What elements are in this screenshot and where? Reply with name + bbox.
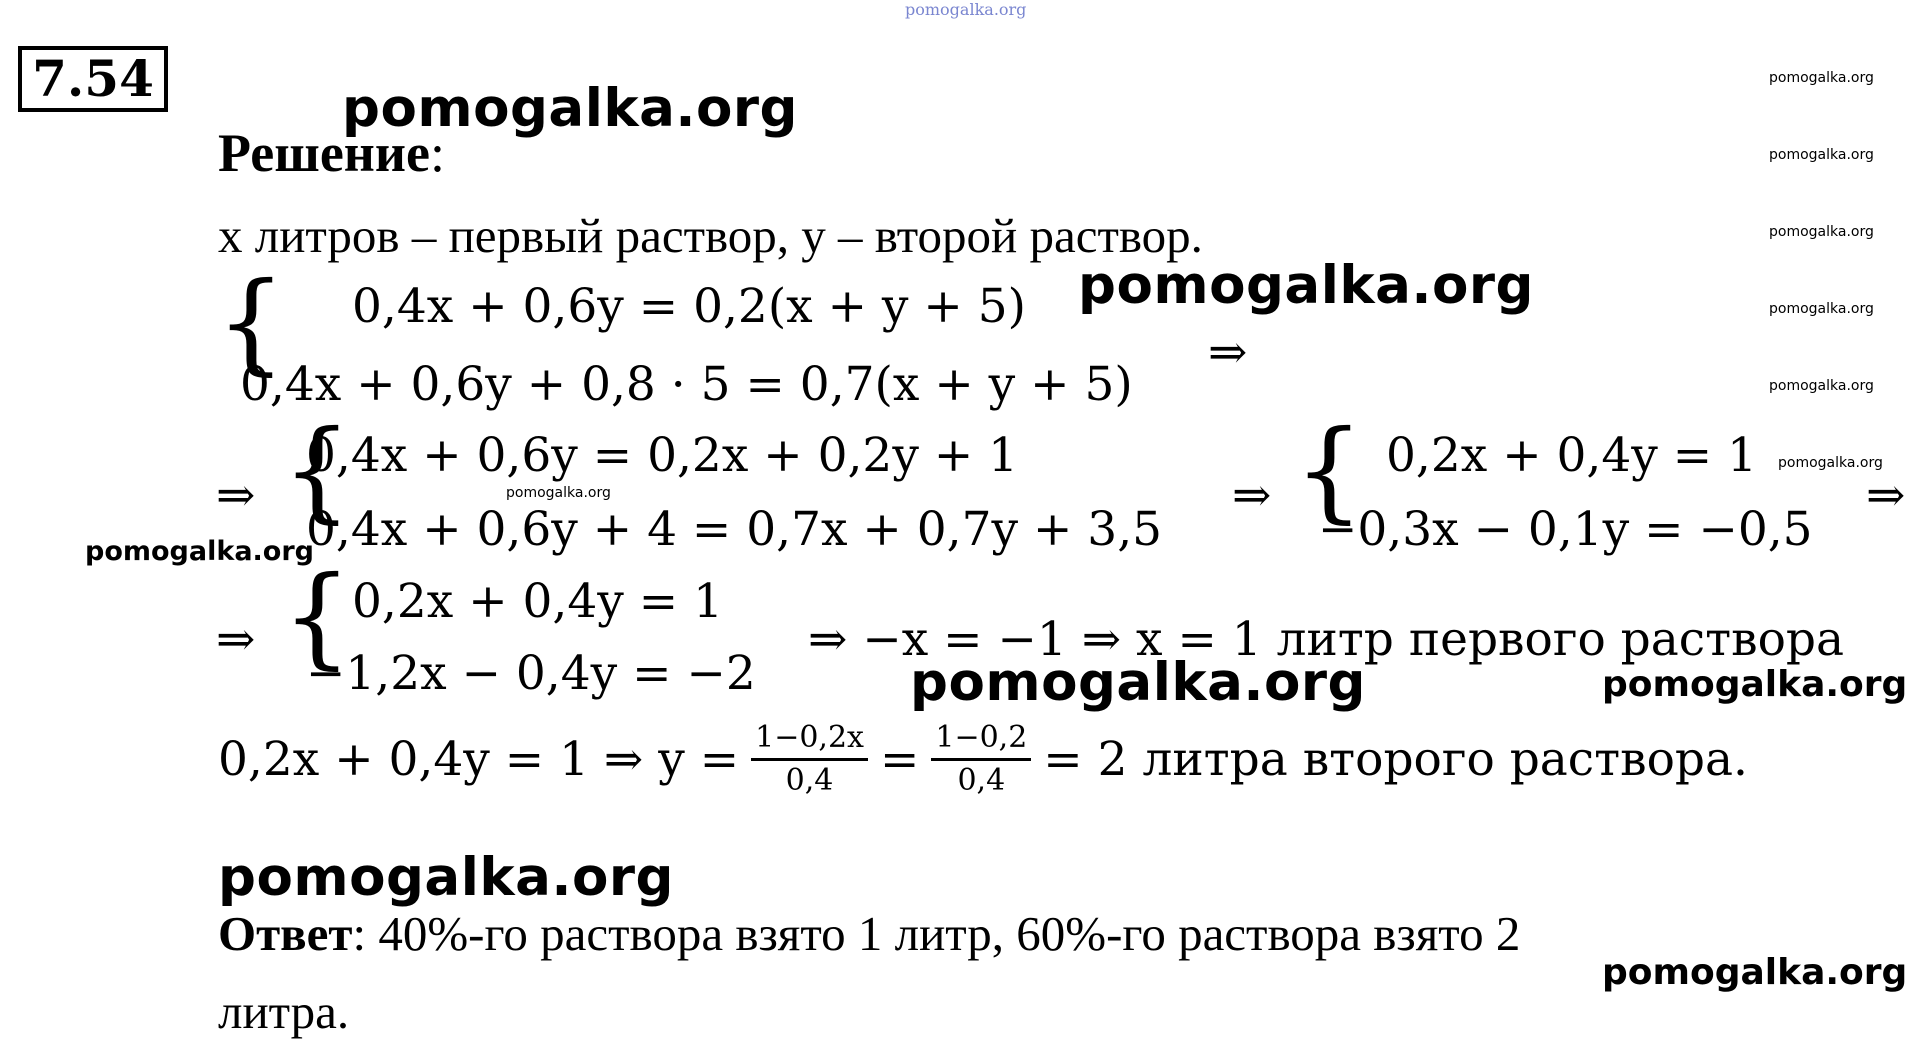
fraction-2-denominator: 0,4 (957, 763, 1006, 798)
final-suffix: = 2 литра второго раствора. (1043, 732, 1748, 787)
answer-line-2: литра. (218, 984, 350, 1039)
answer-colon: : (352, 906, 367, 961)
system3-eq2: −0,3x − 0,1y = −0,5 (1318, 502, 1813, 557)
intro-text: x литров – первый раствор, y – второй раствор. (218, 208, 1203, 263)
watermark-big-2: pomogalka.org (1078, 255, 1534, 316)
answer-line-1 (218, 905, 1520, 962)
watermark-side-5: pomogalka.org (1769, 378, 1874, 394)
system1-arrow: ⇒ (1208, 325, 1248, 380)
fraction-1-denominator: 0,4 (785, 763, 834, 798)
watermark-side-2: pomogalka.org (1769, 147, 1874, 163)
fraction-1 (751, 718, 868, 801)
watermark-med-1: pomogalka.org (1602, 664, 1908, 705)
watermark-big-1: pomogalka.org (342, 78, 798, 139)
system2-eq1: 0,4x + 0,6y = 0,2x + 0,2y + 1 (306, 428, 1019, 483)
final-line (218, 718, 1748, 801)
system4-eq2: −1,2x − 0,4y = −2 (306, 646, 756, 701)
final-equals: = (879, 732, 920, 787)
fraction-2 (931, 718, 1031, 801)
watermark-side-1: pomogalka.org (1769, 70, 1874, 86)
watermark-top: pomogalka.org (905, 0, 1027, 19)
problem-number: 7.54 (32, 49, 154, 108)
system4-result: ⇒ −x = −1 ⇒ x = 1 литр первого раствора (808, 612, 1844, 667)
system2-lead-arrow: ⇒ (216, 468, 256, 523)
fraction-1-numerator: 1−0,2x (751, 718, 868, 761)
system2-brace: { (282, 406, 352, 534)
problem-number-box (18, 46, 168, 112)
watermark-side-3: pomogalka.org (1769, 224, 1874, 240)
watermark-left: pomogalka.org (85, 536, 314, 567)
answer-text-1: 40%-го раствора взято 1 литр, 60%-го раствора взято 2 (366, 906, 1521, 961)
solution-heading-text: Решение (218, 123, 430, 183)
solution-heading-colon: : (430, 123, 446, 183)
system1-brace: { (216, 258, 286, 386)
system3-eq1: 0,2x + 0,4y = 1 (1386, 428, 1757, 483)
system4-lead-arrow: ⇒ (216, 612, 256, 667)
system3-brace: { (1294, 406, 1364, 534)
final-prefix: 0,2x + 0,4y = 1 ⇒ y = (218, 732, 740, 787)
system2-arrow: ⇒ (1232, 468, 1272, 523)
watermark-big-3: pomogalka.org (910, 652, 1366, 713)
system2-eq2: 0,4x + 0,6y + 4 = 0,7x + 0,7y + 3,5 (306, 502, 1163, 557)
answer-label: Ответ (218, 906, 353, 961)
system4-brace: { (282, 552, 352, 680)
solution-heading (218, 122, 445, 184)
fraction-2-numerator: 1−0,2 (931, 718, 1031, 761)
system3-arrow: ⇒ (1866, 468, 1906, 523)
watermark-big-4: pomogalka.org (218, 847, 674, 908)
watermark-med-2: pomogalka.org (1602, 952, 1908, 993)
watermark-side-6: pomogalka.org (1778, 455, 1883, 471)
system4-eq1: 0,2x + 0,4y = 1 (352, 574, 723, 629)
watermark-side-4: pomogalka.org (1769, 301, 1874, 317)
watermark-inline: pomogalka.org (506, 485, 611, 501)
system1-eq2: 0,4x + 0,6y + 0,8 · 5 = 0,7(x + y + 5) (240, 357, 1133, 412)
system1-eq1: 0,4x + 0,6y = 0,2(x + y + 5) (352, 279, 1026, 334)
